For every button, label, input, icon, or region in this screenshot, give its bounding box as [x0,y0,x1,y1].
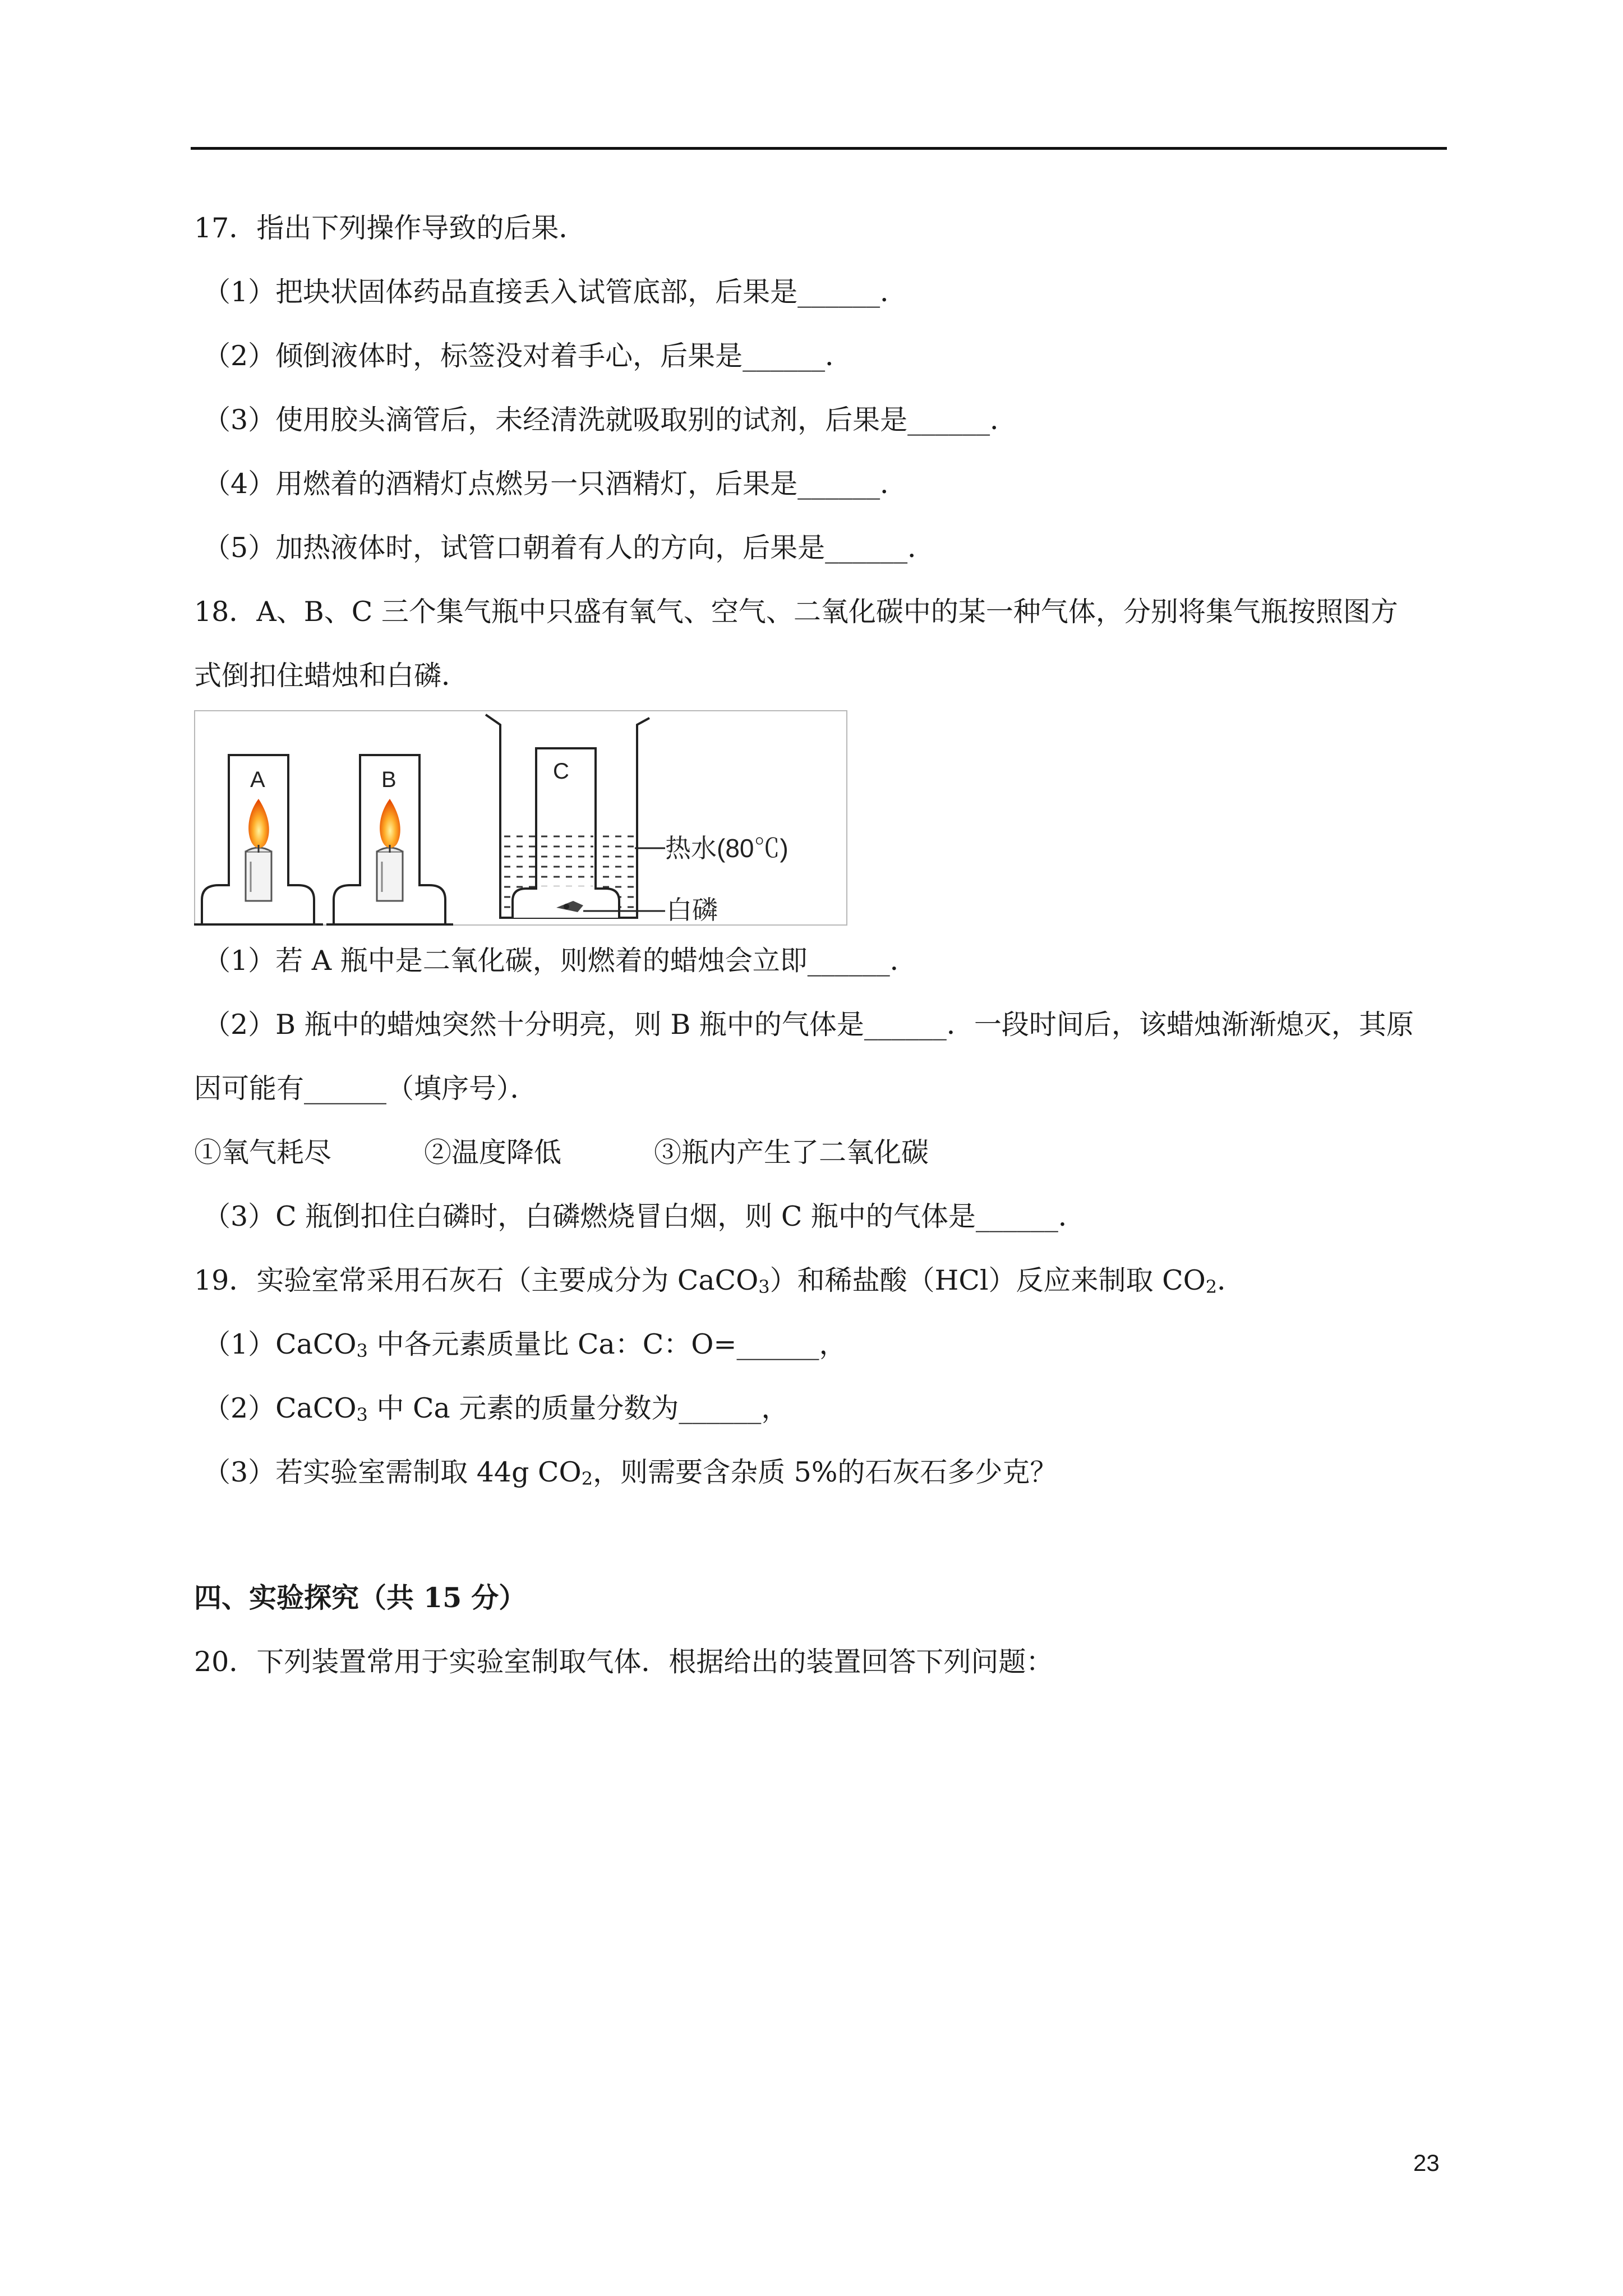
flame-icon [380,799,400,853]
jar-a-label: A [250,767,265,792]
q18-item-2-line2: 因可能有______（填序号）． [194,1073,538,1105]
hot-water-label: 热水(80℃) [665,834,789,863]
q18-item-1: （1）若 A 瓶中是二氧化碳，则燃着的蜡烛会立即______． [203,945,917,977]
jar-b [326,755,453,924]
white-phosphorus-label: 白磷 [666,895,718,924]
flame-icon [248,799,269,853]
option-2: ②温度降低 [424,1137,562,1168]
option-1: ①氧气耗尽 [194,1137,332,1168]
q19-item-2: （2）CaCO$_3$ 中 Ca 元素的质量分数为______， [203,1392,789,1425]
jar-c-label: C [553,759,569,784]
q17-item-2: （2）倾倒液体时，标签没对着手心，后果是______． [203,340,853,372]
experiment-figure [194,710,848,926]
option-3: ③瓶内产生了二氧化碳 [654,1137,929,1168]
candle-a [246,848,271,901]
header-rule [191,147,1447,150]
q19-item-3: （3）若实验室需制取 44g $CO_2$，则需要含杂质 5%的石灰石多少克？ [203,1456,1058,1489]
q19-item-1: （1）CaCO$_3$ 中各元素质量比 Ca：C：O=______， [203,1328,847,1361]
q17-item-5: （5）加热液体时，试管口朝着有人的方向，后果是______． [203,532,935,564]
jar-a [194,755,323,924]
q19-stem: 19．实验室常采用石灰石（主要成分为 CaCO$_3$）和稀盐酸（HCl）反应来制取 $CO_2$． [194,1264,1245,1297]
q17-stem: 17．指出下列操作导致的后果． [194,212,587,244]
q18-options [194,1139,1260,1172]
q20-stem: 20．下列装置常用于实验室制取气体．根据给出的装置回答下列问题： [194,1646,1054,1678]
jar-b-label: B [381,767,396,792]
q17-item-3: （3）使用胶头滴管后，未经清洗就吸取别的试剂，后果是______． [203,404,1018,436]
q18-item-2-line1: （2）B 瓶中的蜡烛突然十分明亮，则 B 瓶中的气体是______．一段时间后，该蜡烛渐渐熄灭，其原 [203,1009,1414,1041]
page-number: 23 [1413,2150,1440,2176]
q18-item-3: （3）C 瓶倒扣住白磷时，白磷燃烧冒白烟，则 C 瓶中的气体是______． [203,1200,1086,1232]
beaker [486,715,649,918]
q17-item-4: （4）用燃着的酒精灯点燃另一只酒精灯，后果是______． [203,468,908,500]
q18-stem-line2: 式倒扣住蜡烛和白磷． [194,660,469,692]
q17-item-1: （1）把块状固体药品直接丢入试管底部，后果是______． [203,276,908,308]
q18-stem-line1: 18．A、B、C 三个集气瓶中只盛有氧气、空气、二氧化碳中的某一种气体，分别将集气瓶按照图方 [194,596,1398,628]
candle-b [377,848,403,901]
section-4-title: 四、实验探究（共 15 分） [194,1581,527,1614]
